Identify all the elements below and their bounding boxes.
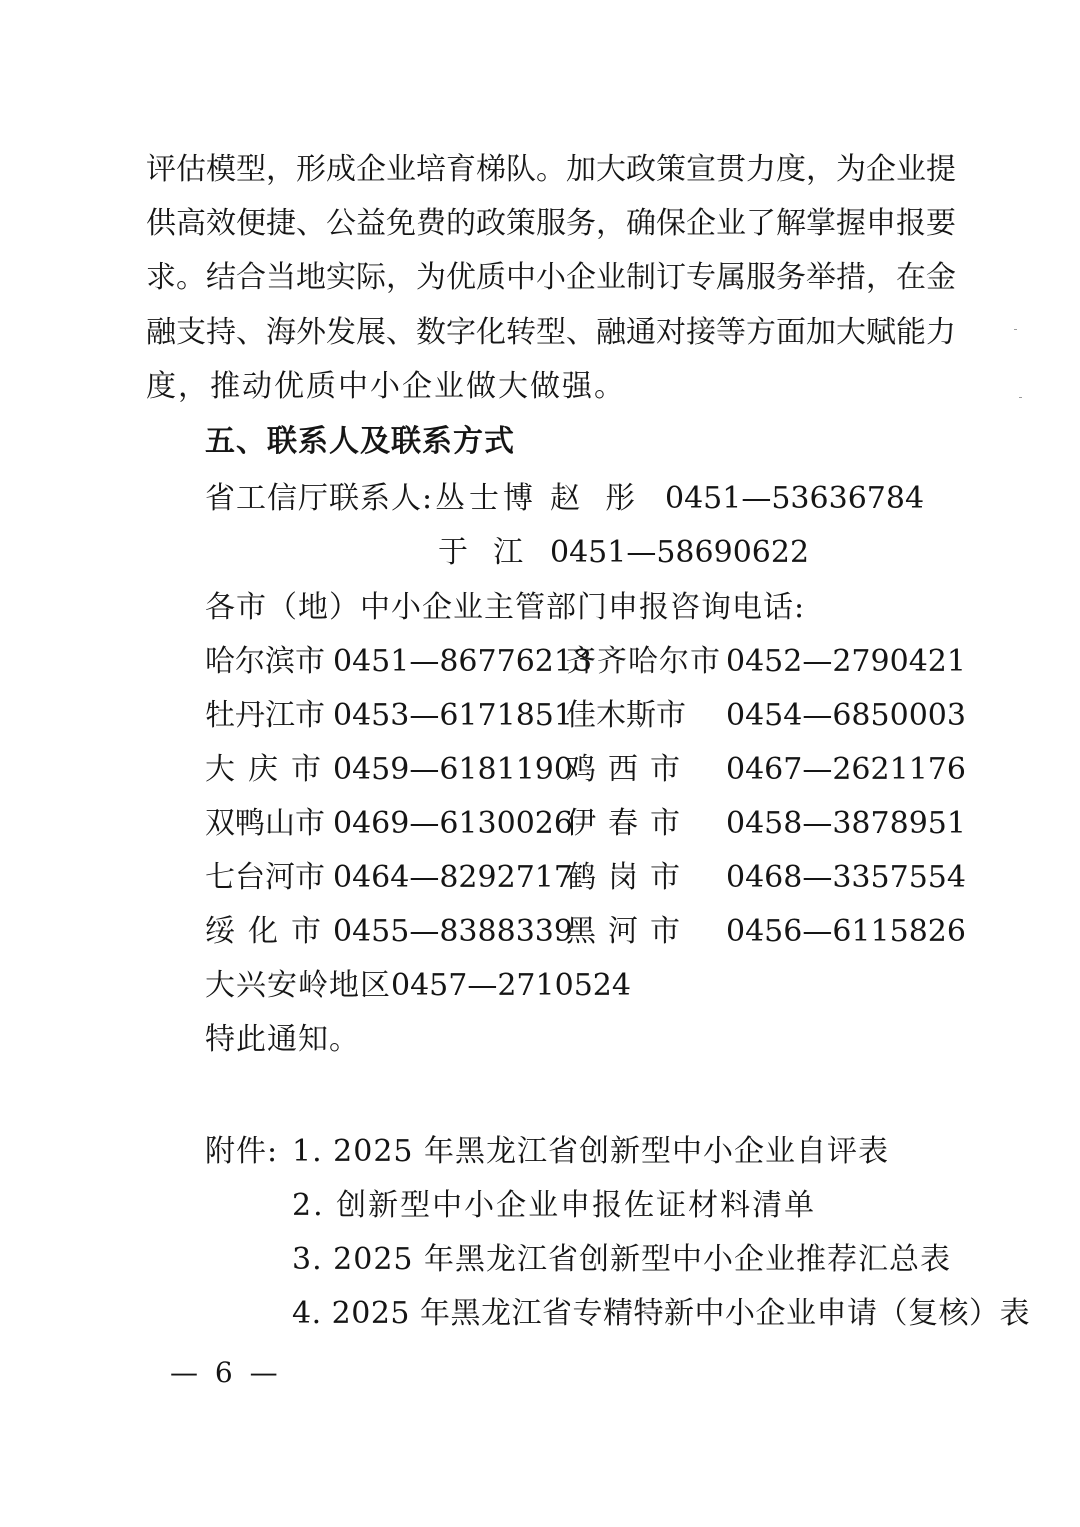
page-number: — 6 — bbox=[170, 1356, 282, 1389]
section-heading: 五、联系人及联系方式 bbox=[205, 424, 515, 459]
city-name: 哈尔滨市 bbox=[205, 644, 325, 679]
contact-name: 赵 彤 bbox=[550, 481, 638, 516]
city-phone: 0469—6130026 bbox=[333, 806, 573, 841]
city-phone: 0464—8292717 bbox=[333, 860, 573, 895]
city-name: 齐齐哈尔市 bbox=[566, 644, 721, 679]
city-name: 大 庆 市 bbox=[205, 752, 321, 787]
city-name: 双鸭山市 bbox=[205, 806, 325, 841]
city-name: 伊 春 市 bbox=[566, 806, 680, 841]
city-phone: 0451—86776213 bbox=[333, 644, 593, 679]
city-phone: 0453—6171851 bbox=[333, 698, 573, 733]
attachment-item: 1. 2025 年黑龙江省创新型中小企业自评表 bbox=[292, 1134, 890, 1169]
attachment-item: 4. 2025 年黑龙江省专精特新中小企业申请（复核）表 bbox=[292, 1296, 1031, 1331]
city-phone: 0459—6181190 bbox=[333, 752, 573, 787]
contact-name: 于 江 bbox=[438, 535, 526, 570]
city-name: 鹤 岗 市 bbox=[566, 860, 680, 895]
city-phone: 0458—3878951 bbox=[726, 806, 966, 841]
city-phone: 0456—6115826 bbox=[726, 914, 966, 949]
city-name: 大兴安岭地区 bbox=[205, 968, 391, 1003]
body-line-4: 融支持、海外发展、数字化转型、融通对接等方面加大赋能力 bbox=[146, 315, 956, 350]
body-line-3: 求。结合当地实际，为优质中小企业制订专属服务举措，在金 bbox=[146, 260, 956, 295]
body-line-5: 度，推动优质中小企业做大做强。 bbox=[146, 369, 626, 404]
city-phones-label: 各市（地）中小企业主管部门申报咨询电话: bbox=[205, 590, 806, 625]
city-name: 佳木斯市 bbox=[566, 698, 686, 733]
contact-name: 丛士博 bbox=[435, 481, 537, 516]
city-phone: 0468—3357554 bbox=[726, 860, 966, 895]
city-name: 七台河市 bbox=[205, 860, 325, 895]
city-name: 黑 河 市 bbox=[566, 914, 680, 949]
city-name: 牡丹江市 bbox=[205, 698, 325, 733]
city-phone: 0452—2790421 bbox=[726, 644, 966, 679]
city-name: 绥 化 市 bbox=[205, 914, 321, 949]
body-line-2: 供高效便捷、公益免费的政策服务，确保企业了解掌握申报要 bbox=[146, 206, 956, 241]
city-phone: 0467—2621176 bbox=[726, 752, 966, 787]
scan-speck bbox=[1014, 329, 1017, 330]
city-name: 鸡 西 市 bbox=[566, 752, 680, 787]
closing-text: 特此通知。 bbox=[205, 1022, 360, 1057]
province-contact-label: 省工信厅联系人: bbox=[205, 481, 434, 516]
city-phone: 0455—8388339 bbox=[333, 914, 573, 949]
attachment-item: 2. 创新型中小企业申报佐证材料清单 bbox=[292, 1188, 817, 1223]
body-line-1: 评估模型，形成企业培育梯队。加大政策宣贯力度，为企业提 bbox=[146, 152, 956, 187]
city-phone: 0454—6850003 bbox=[726, 698, 966, 733]
contact-phone: 0451—58690622 bbox=[550, 535, 810, 570]
contact-phone: 0451—53636784 bbox=[665, 481, 925, 516]
city-phone: 0457—2710524 bbox=[391, 968, 631, 1003]
attachment-item: 3. 2025 年黑龙江省创新型中小企业推荐汇总表 bbox=[292, 1242, 952, 1277]
attachments-label: 附件: bbox=[205, 1134, 279, 1169]
scan-speck bbox=[1019, 397, 1022, 398]
